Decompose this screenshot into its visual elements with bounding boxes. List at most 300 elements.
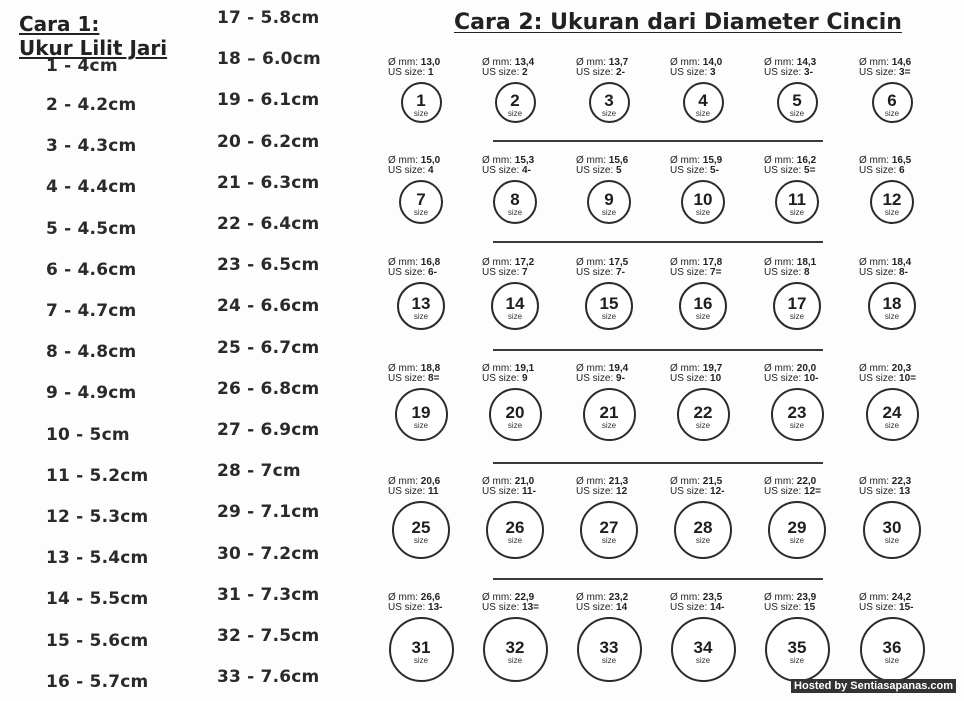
diameter-value: 18,8 — [420, 363, 441, 374]
ring-size-caption: size — [695, 312, 711, 321]
us-size-label: US size: — [482, 165, 520, 176]
ring-size-number: 11 — [788, 190, 806, 209]
ring-size-caption: size — [601, 420, 617, 430]
us-size-line — [764, 374, 818, 384]
ring-size-cell — [482, 258, 572, 358]
us-size-value: 5= — [804, 165, 816, 176]
circumference-item: 13 - 5.4cm — [46, 548, 149, 569]
us-size-line — [670, 487, 724, 497]
us-size-value: 6 — [899, 165, 905, 176]
us-size-value: 14 — [616, 602, 628, 613]
circumference-item: 25 - 6.7cm — [217, 337, 320, 358]
ring-size-info — [388, 258, 440, 278]
ring-size-cell — [576, 593, 666, 693]
us-size-line — [764, 487, 821, 497]
ring-size-cell — [859, 593, 949, 693]
us-size-value: 2- — [616, 67, 625, 78]
ring-size-caption: size — [789, 108, 805, 118]
ring-size-caption: size — [601, 655, 617, 665]
diameter-value: 13,7 — [608, 57, 629, 68]
circumference-item: 22 - 6.4cm — [217, 214, 320, 234]
ring-size-number: 26 — [505, 518, 525, 537]
diameter-value: 19,7 — [702, 363, 723, 374]
ring-size-number: 28 — [693, 518, 713, 537]
circumference-item: 29 - 7.1cm — [217, 502, 320, 523]
ring-size-info — [764, 258, 816, 278]
us-size-value: 13- — [428, 602, 443, 613]
us-size-label: US size: — [576, 602, 614, 613]
ring-size-info — [670, 258, 722, 278]
diameter-label: Ø mm: — [670, 57, 700, 68]
ring-size-cell — [670, 58, 760, 158]
diameter-value: 13,0 — [420, 57, 441, 68]
diameter-value: 21,0 — [514, 476, 535, 487]
ring-circle — [671, 617, 736, 682]
us-size-value: 15- — [899, 602, 914, 613]
diameter-label: Ø mm: — [388, 155, 418, 166]
ring-size-info — [859, 593, 913, 613]
circumference-item: 27 - 6.9cm — [217, 420, 320, 440]
diameter-label: Ø mm: — [764, 476, 794, 487]
circumference-item: 23 - 6.5cm — [217, 255, 320, 276]
ring-circle — [585, 282, 633, 330]
ring-size-number: 17 — [787, 294, 807, 313]
ring-circle — [860, 617, 925, 682]
ring-size-info — [859, 364, 916, 384]
ring-size-number: 2 — [510, 90, 520, 110]
diameter-value: 20,6 — [420, 476, 441, 487]
ring-size-info — [764, 477, 821, 497]
ring-size-number: 22 — [693, 402, 713, 422]
ring-circle — [395, 388, 448, 441]
circumference-item: 30 - 7.2cm — [217, 543, 320, 564]
ring-size-number: 4 — [698, 90, 708, 110]
us-size-label: US size: — [764, 602, 802, 613]
diameter-label: Ø mm: — [576, 363, 606, 374]
ring-size-info — [670, 156, 722, 176]
diameter-label: Ø mm: — [482, 592, 512, 603]
ring-size-info — [388, 593, 442, 613]
us-size-line — [764, 166, 816, 176]
us-size-line — [482, 374, 534, 384]
ring-circle — [773, 282, 821, 330]
ring-size-number: 34 — [693, 637, 713, 657]
us-size-value: 6- — [428, 267, 437, 278]
ring-size-cell — [482, 364, 572, 464]
ring-size-caption: size — [413, 536, 429, 545]
us-size-line — [859, 166, 911, 176]
circumference-item: 4 - 4.4cm — [46, 177, 137, 198]
ring-size-info — [482, 593, 539, 613]
ring-size-caption: size — [413, 420, 429, 430]
us-size-label: US size: — [388, 267, 426, 278]
ring-size-number: 8 — [510, 190, 520, 209]
us-size-line — [670, 166, 722, 176]
diameter-label: Ø mm: — [859, 363, 889, 374]
circumference-item: 16 - 5.7cm — [46, 671, 149, 692]
ring-size-cell — [859, 477, 949, 577]
ring-size-number: 9 — [604, 190, 614, 209]
row-divider — [493, 462, 823, 464]
us-size-value: 14- — [710, 602, 725, 613]
ring-size-cell — [670, 364, 760, 464]
ring-size-info — [576, 593, 628, 613]
us-size-label: US size: — [670, 486, 708, 497]
us-size-value: 12- — [710, 486, 725, 497]
circumference-item: 17 - 5.8cm — [217, 8, 320, 28]
ring-size-info — [576, 58, 628, 78]
ring-size-info — [482, 477, 536, 497]
us-size-line — [859, 68, 911, 78]
ring-size-number: 15 — [599, 294, 619, 313]
us-size-line — [859, 603, 913, 613]
us-size-label: US size: — [859, 602, 897, 613]
diameter-label: Ø mm: — [576, 155, 606, 166]
diameter-label: Ø mm: — [859, 592, 889, 603]
us-size-label: US size: — [764, 67, 802, 78]
row-divider — [493, 140, 823, 142]
us-size-line — [482, 68, 534, 78]
ring-size-number: 12 — [882, 190, 902, 209]
diameter-label: Ø mm: — [388, 57, 418, 68]
ring-circle — [771, 388, 824, 441]
diameter-label: Ø mm: — [764, 257, 794, 268]
ring-size-number: 30 — [882, 518, 902, 537]
ring-size-info — [576, 156, 628, 176]
ring-circle — [868, 282, 916, 330]
ring-size-caption: size — [789, 420, 805, 430]
ring-size-number: 10 — [693, 190, 713, 209]
diameter-value: 20,0 — [796, 363, 817, 374]
us-size-label: US size: — [670, 67, 708, 78]
us-size-value: 3= — [899, 67, 911, 78]
diameter-value: 18,1 — [796, 257, 817, 268]
row-divider — [493, 349, 823, 351]
us-size-line — [670, 374, 722, 384]
us-size-value: 9 — [522, 373, 528, 384]
ring-circle — [486, 501, 544, 559]
diameter-value: 22,9 — [514, 592, 535, 603]
ring-circle — [679, 282, 727, 330]
us-size-label: US size: — [764, 267, 802, 278]
circumference-item: 28 - 7cm — [217, 461, 301, 482]
ring-size-number: 29 — [787, 518, 807, 537]
ring-size-number: 35 — [787, 637, 807, 657]
ring-size-caption: size — [413, 312, 429, 321]
ring-size-caption: size — [789, 312, 805, 321]
us-size-line — [576, 603, 628, 613]
ring-size-caption: size — [601, 312, 617, 321]
ring-size-info — [388, 364, 440, 384]
us-size-label: US size: — [670, 373, 708, 384]
diameter-value: 21,5 — [702, 476, 723, 487]
us-size-label: US size: — [482, 373, 520, 384]
us-size-value: 8= — [428, 373, 440, 384]
ring-size-info — [859, 156, 911, 176]
us-size-label: US size: — [388, 602, 426, 613]
us-size-value: 11 — [428, 486, 439, 497]
diameter-label: Ø mm: — [670, 592, 700, 603]
watermark: Hosted by Sentiasapanas.com — [791, 679, 956, 693]
ring-size-number: 23 — [787, 402, 807, 422]
ring-circle — [401, 82, 442, 123]
us-size-label: US size: — [576, 267, 614, 278]
diameter-value: 26,6 — [420, 592, 441, 603]
us-size-value: 13= — [522, 602, 539, 613]
method1-title-line2: Ukur Lilit Jari — [19, 36, 168, 60]
ring-size-number: 36 — [882, 637, 902, 657]
ring-size-caption: size — [884, 312, 900, 321]
row-divider — [493, 578, 823, 580]
diameter-label: Ø mm: — [670, 476, 700, 487]
us-size-value: 10 — [710, 373, 722, 384]
us-size-value: 12= — [804, 486, 821, 497]
ring-size-caption: size — [695, 108, 711, 118]
ring-size-caption: size — [507, 312, 523, 321]
circumference-item: 12 - 5.3cm — [46, 507, 149, 527]
ring-circle — [580, 501, 638, 559]
ring-size-caption: size — [884, 208, 900, 217]
us-size-label: US size: — [859, 486, 897, 497]
circumference-item: 8 - 4.8cm — [46, 342, 137, 363]
ring-circle — [491, 282, 539, 330]
us-size-value: 4 — [428, 165, 434, 176]
us-size-label: US size: — [576, 486, 614, 497]
circumference-item: 21 - 6.3cm — [217, 172, 320, 193]
ring-circle — [866, 388, 919, 441]
us-size-value: 8 — [804, 267, 810, 278]
us-size-line — [388, 374, 440, 384]
ring-circle — [587, 180, 631, 224]
ring-size-cell — [670, 593, 760, 693]
us-size-line — [576, 68, 628, 78]
ring-size-info — [670, 593, 724, 613]
diameter-value: 23,9 — [796, 592, 817, 603]
diameter-value: 16,2 — [796, 155, 817, 166]
circumference-item: 7 - 4.7cm — [46, 301, 137, 321]
us-size-label: US size: — [576, 165, 614, 176]
ring-size-info — [388, 58, 440, 78]
us-size-line — [859, 374, 916, 384]
us-size-line — [388, 603, 442, 613]
diameter-label: Ø mm: — [859, 476, 889, 487]
circumference-item: 3 - 4.3cm — [46, 136, 137, 157]
us-size-line — [576, 166, 628, 176]
us-size-line — [576, 268, 628, 278]
circumference-item: 14 - 5.5cm — [46, 589, 149, 610]
diameter-label: Ø mm: — [388, 592, 418, 603]
ring-circle — [870, 180, 914, 224]
circumference-item: 19 - 6.1cm — [217, 90, 320, 111]
us-size-label: US size: — [388, 373, 426, 384]
ring-size-caption: size — [413, 208, 429, 217]
ring-size-number: 3 — [604, 90, 614, 110]
us-size-line — [482, 603, 539, 613]
diameter-label: Ø mm: — [859, 155, 889, 166]
us-size-value: 13 — [899, 486, 911, 497]
circumference-item: 26 - 6.8cm — [217, 378, 320, 399]
us-size-line — [859, 268, 911, 278]
diameter-value: 18,4 — [891, 257, 912, 268]
us-size-value: 2 — [522, 67, 528, 78]
ring-size-cell — [764, 258, 854, 358]
ring-size-caption: size — [695, 655, 711, 665]
us-size-line — [670, 603, 724, 613]
diameter-value: 14,0 — [702, 57, 723, 68]
ring-size-cell — [388, 477, 478, 577]
ring-size-cell — [388, 258, 478, 358]
ring-size-cell — [482, 477, 572, 577]
diameter-value: 24,2 — [891, 592, 912, 603]
diameter-label: Ø mm: — [482, 476, 512, 487]
ring-circle — [765, 617, 830, 682]
diameter-value: 23,2 — [608, 592, 629, 603]
ring-size-info — [388, 477, 440, 497]
us-size-value: 8- — [899, 267, 908, 278]
ring-size-caption: size — [695, 420, 711, 430]
ring-size-cell — [764, 593, 854, 693]
ring-circle — [872, 82, 913, 123]
ring-circle — [397, 282, 445, 330]
us-size-value: 9- — [616, 373, 625, 384]
us-size-value: 7- — [616, 267, 625, 278]
ring-size-number: 1 — [416, 90, 426, 110]
ring-circle — [677, 388, 730, 441]
ring-size-caption: size — [789, 208, 805, 217]
ring-size-number: 5 — [792, 90, 802, 110]
us-size-value: 5- — [710, 165, 719, 176]
ring-circle — [392, 501, 450, 559]
circumference-item: 10 - 5cm — [46, 424, 130, 445]
diameter-label: Ø mm: — [670, 155, 700, 166]
diameter-value: 15,6 — [608, 155, 629, 166]
us-size-value: 7= — [710, 267, 722, 278]
ring-size-info — [764, 364, 818, 384]
ring-size-number: 7 — [416, 190, 426, 209]
diameter-label: Ø mm: — [388, 257, 418, 268]
us-size-line — [576, 487, 628, 497]
ring-size-info — [859, 477, 911, 497]
ring-size-caption: size — [507, 536, 523, 545]
ring-size-caption: size — [507, 208, 523, 217]
diameter-label: Ø mm: — [388, 476, 418, 487]
us-size-label: US size: — [670, 602, 708, 613]
circumference-item: 2 - 4.2cm — [46, 95, 137, 115]
us-size-value: 5 — [616, 165, 622, 176]
ring-size-cell — [670, 477, 760, 577]
ring-size-info — [482, 364, 534, 384]
ring-size-info — [576, 364, 628, 384]
diameter-label: Ø mm: — [482, 363, 512, 374]
diameter-value: 15,9 — [702, 155, 723, 166]
us-size-label: US size: — [859, 67, 897, 78]
diameter-label: Ø mm: — [764, 592, 794, 603]
us-size-label: US size: — [764, 373, 802, 384]
diameter-value: 22,0 — [796, 476, 817, 487]
ring-size-info — [764, 156, 816, 176]
ring-size-caption: size — [507, 420, 523, 430]
us-size-label: US size: — [576, 373, 614, 384]
ring-size-cell — [388, 156, 478, 256]
us-size-value: 10- — [804, 373, 819, 384]
diameter-value: 15,0 — [420, 155, 441, 166]
circumference-item: 18 – 6.0cm — [217, 49, 321, 70]
us-size-line — [388, 487, 440, 497]
ring-size-caption: size — [884, 655, 900, 665]
circumference-item: 24 - 6.6cm — [217, 296, 320, 317]
diameter-label: Ø mm: — [482, 155, 512, 166]
us-size-line — [764, 268, 816, 278]
ring-circle — [493, 180, 537, 224]
ring-size-cell — [482, 58, 572, 158]
diameter-label: Ø mm: — [576, 257, 606, 268]
ring-circle — [389, 617, 454, 682]
ring-size-info — [576, 258, 628, 278]
ring-size-info — [482, 156, 534, 176]
ring-size-cell — [576, 477, 666, 577]
us-size-line — [388, 68, 440, 78]
diameter-value: 14,3 — [796, 57, 817, 68]
us-size-label: US size: — [764, 486, 802, 497]
us-size-value: 12 — [616, 486, 628, 497]
ring-size-cell — [859, 258, 949, 358]
us-size-label: US size: — [670, 267, 708, 278]
ring-circle — [583, 388, 636, 441]
us-size-line — [388, 268, 440, 278]
ring-size-cell — [859, 156, 949, 256]
us-size-line — [482, 487, 536, 497]
circumference-item: 15 - 5.6cm — [46, 630, 149, 651]
ring-size-caption: size — [601, 108, 617, 118]
us-size-line — [764, 603, 816, 613]
ring-size-caption: size — [413, 108, 429, 118]
ring-size-caption: size — [601, 208, 617, 217]
us-size-value: 15 — [804, 602, 816, 613]
us-size-value: 1 — [428, 67, 434, 78]
ring-size-caption: size — [789, 655, 805, 665]
ring-circle — [683, 82, 724, 123]
ring-size-number: 32 — [505, 637, 525, 657]
diameter-value: 19,1 — [514, 363, 535, 374]
ring-size-caption: size — [695, 208, 711, 217]
us-size-value: 11- — [522, 486, 536, 497]
ring-circle — [577, 617, 642, 682]
us-size-line — [670, 268, 722, 278]
diameter-value: 19,4 — [608, 363, 629, 374]
us-size-label: US size: — [388, 486, 426, 497]
us-size-value: 3 — [710, 67, 716, 78]
ring-size-info — [670, 364, 722, 384]
us-size-value: 4- — [522, 165, 531, 176]
diameter-label: Ø mm: — [764, 363, 794, 374]
diameter-label: Ø mm: — [482, 57, 512, 68]
us-size-label: US size: — [482, 267, 520, 278]
ring-circle — [768, 501, 826, 559]
ring-size-number: 20 — [505, 402, 525, 422]
ring-size-info — [576, 477, 628, 497]
ring-circle — [863, 501, 921, 559]
ring-size-info — [859, 58, 911, 78]
circumference-item: 20 - 6.2cm — [217, 131, 320, 152]
us-size-line — [670, 68, 722, 78]
ring-size-number: 31 — [411, 637, 431, 657]
us-size-label: US size: — [859, 165, 897, 176]
us-size-label: US size: — [388, 67, 426, 78]
ring-size-caption: size — [507, 655, 523, 665]
circumference-item: 11 - 5.2cm — [46, 465, 149, 486]
diameter-label: Ø mm: — [859, 57, 889, 68]
diameter-value: 16,8 — [420, 257, 441, 268]
